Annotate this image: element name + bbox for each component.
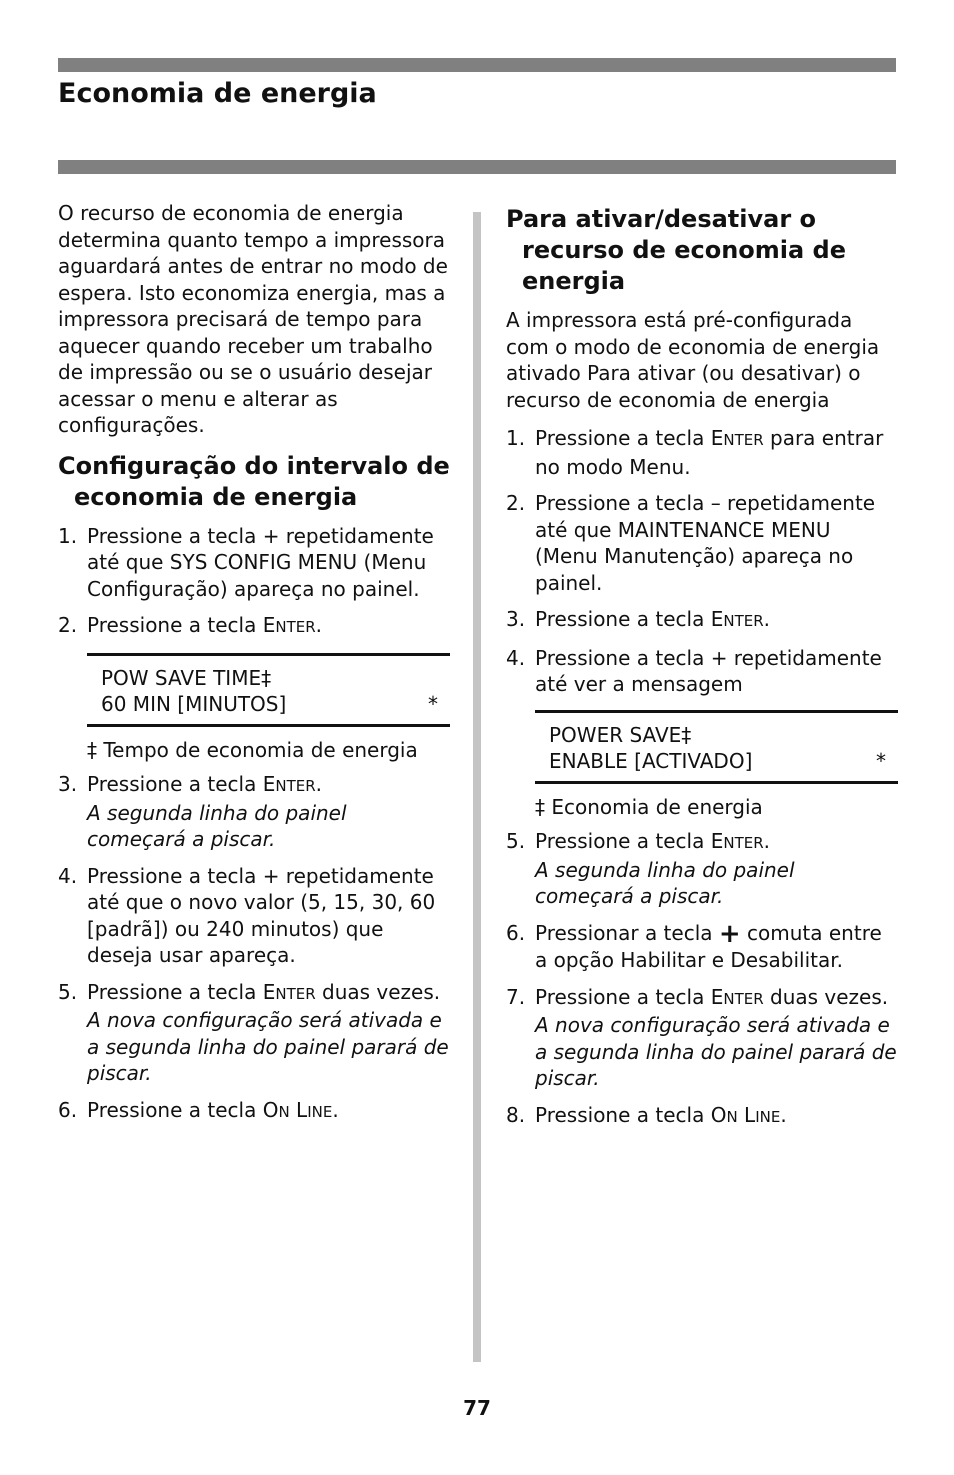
- left-footnote: ‡ Tempo de economia de energia: [87, 737, 418, 762]
- enter-key-label: ENTER: [710, 984, 764, 1009]
- enter-key-label: ENTER: [710, 829, 764, 853]
- step-number: 3.: [506, 607, 526, 631]
- right-step-3: 3. Pressione a tecla ENTER.: [506, 607, 770, 631]
- step-note: A nova configuração será ativada e a segunda linha do painel parará de piscar.: [87, 1008, 449, 1085]
- left-heading: Configuração do intervalo de economia de energia: [58, 451, 450, 511]
- panel-line-2: 60 MIN [MINUTOS] *: [101, 692, 438, 716]
- step-number: 2.: [58, 613, 78, 637]
- online-key-label: ON LINE: [710, 1102, 781, 1127]
- step-number: 7.: [506, 984, 526, 1009]
- step-text: Pressione a tecla: [87, 613, 263, 637]
- step-note: A segunda linha do painel começará a piscar.: [87, 800, 347, 851]
- panel-line-1: POWER SAVE‡: [549, 722, 692, 747]
- step-number: 5.: [506, 829, 526, 853]
- step-number: 8.: [506, 1102, 526, 1127]
- left-step-4: [58, 863, 450, 969]
- left-column: [58, 200, 450, 1135]
- page-number: 77: [463, 1396, 491, 1420]
- step-number: 6.: [506, 920, 526, 945]
- right-step-4: [506, 645, 898, 698]
- enter-key-label: ENTER: [262, 772, 316, 796]
- left-intro: O recurso de economia de energia determina quanto tempo a impressora aguardará antes de entrar no modo de espera. Isto economiza energia, mas a impressora precisará de tempo para aquecer quando receber um trabalho de impressão ou se o usuário desejar acessar o menu e alterar as configurações.: [58, 201, 448, 437]
- right-steps: [506, 425, 898, 698]
- step-text: Pressione a tecla + repetidamente até que SYS CONFIG MENU (Menu Configuração) apareça no painel.: [87, 523, 434, 601]
- online-key-label: ON LINE: [262, 1097, 333, 1122]
- step-number: 1.: [58, 523, 78, 548]
- step-text: Pressione a tecla – repetidamente até que MAINTENANCE MENU (Menu Manutenção) apareça no painel.: [535, 491, 876, 595]
- right-step-8: 8. Pressione a tecla ON LINE.: [506, 1102, 787, 1127]
- right-steps-continued: [506, 828, 898, 1130]
- left-step-5: 5. Pressione a tecla ENTER duas vezes. A nova configuração será ativada e a segunda linha do painel parará de piscar.: [58, 979, 449, 1085]
- enter-key-label: ENTER: [710, 607, 764, 631]
- left-step-3: 3. Pressione a tecla ENTER. A segunda linha do painel começará a piscar.: [58, 772, 347, 851]
- step-note: A nova configuração será ativada e a segunda linha do painel parará de piscar.: [535, 1013, 897, 1090]
- right-step-2: [506, 490, 898, 596]
- header-rule: [58, 160, 896, 174]
- right-column: [506, 200, 898, 1140]
- step-number: 3.: [58, 772, 78, 796]
- panel-asterisk: *: [876, 749, 886, 773]
- lcd-panel-display: [87, 653, 450, 727]
- right-step-6: 6. Pressionar a tecla + comuta entre a opção Habilitar e Desabilitar.: [506, 918, 882, 972]
- panel-line-1: POW SAVE TIME‡: [101, 665, 272, 690]
- step-text: Pressione a tecla + repetidamente até que o novo valor (5, 15, 30, 60 [padrã]) ou 240 minutos) que deseja usar apareça.: [87, 863, 436, 967]
- right-step-5: 5. Pressione a tecla ENTER. A segunda linha do painel começará a piscar.: [506, 829, 795, 908]
- page-title: Economia de energia: [58, 78, 377, 109]
- step-number: 4.: [58, 863, 78, 888]
- left-step-1: [58, 523, 450, 603]
- plus-icon: +: [718, 918, 741, 949]
- panel-line-2: ENABLE [ACTIVADO] *: [549, 749, 886, 773]
- enter-key-label: ENTER: [710, 426, 764, 450]
- left-step-6: 6. Pressione a tecla ON LINE.: [58, 1097, 339, 1122]
- step-note: A segunda linha do painel começará a piscar.: [535, 857, 795, 908]
- left-step-2: 2. Pressione a tecla ENTER.: [58, 613, 322, 637]
- column-divider: [473, 212, 481, 1362]
- lcd-panel-display: [535, 710, 898, 784]
- right-step-1: 1. Pressione a tecla ENTER para entrar no modo Menu.: [506, 426, 884, 479]
- left-steps: [58, 523, 450, 641]
- step-number: 1.: [506, 426, 526, 450]
- right-step-7: 7. Pressione a tecla ENTER duas vezes. A nova configuração será ativada e a segunda linha do painel parará de piscar.: [506, 984, 897, 1090]
- right-heading: Para ativar/desativar o recurso de economia de energia: [506, 205, 847, 295]
- panel-asterisk: *: [428, 692, 438, 716]
- enter-key-label: ENTER: [262, 979, 316, 1004]
- step-number: 4.: [506, 645, 526, 670]
- enter-key-label: ENTER: [262, 613, 316, 637]
- top-rule: [58, 58, 896, 72]
- step-text: Pressione a tecla + repetidamente até ver a mensagem: [535, 645, 882, 696]
- step-number: 6.: [58, 1097, 78, 1122]
- right-intro: A impressora está pré-configurada com o modo de economia de energia ativado Para ativar (ou desativar) o recurso de economia de energia: [506, 308, 880, 412]
- right-footnote: ‡ Economia de energia: [535, 794, 763, 819]
- step-number: 2.: [506, 491, 526, 515]
- left-steps-continued: [58, 771, 450, 1125]
- step-number: 5.: [58, 979, 78, 1004]
